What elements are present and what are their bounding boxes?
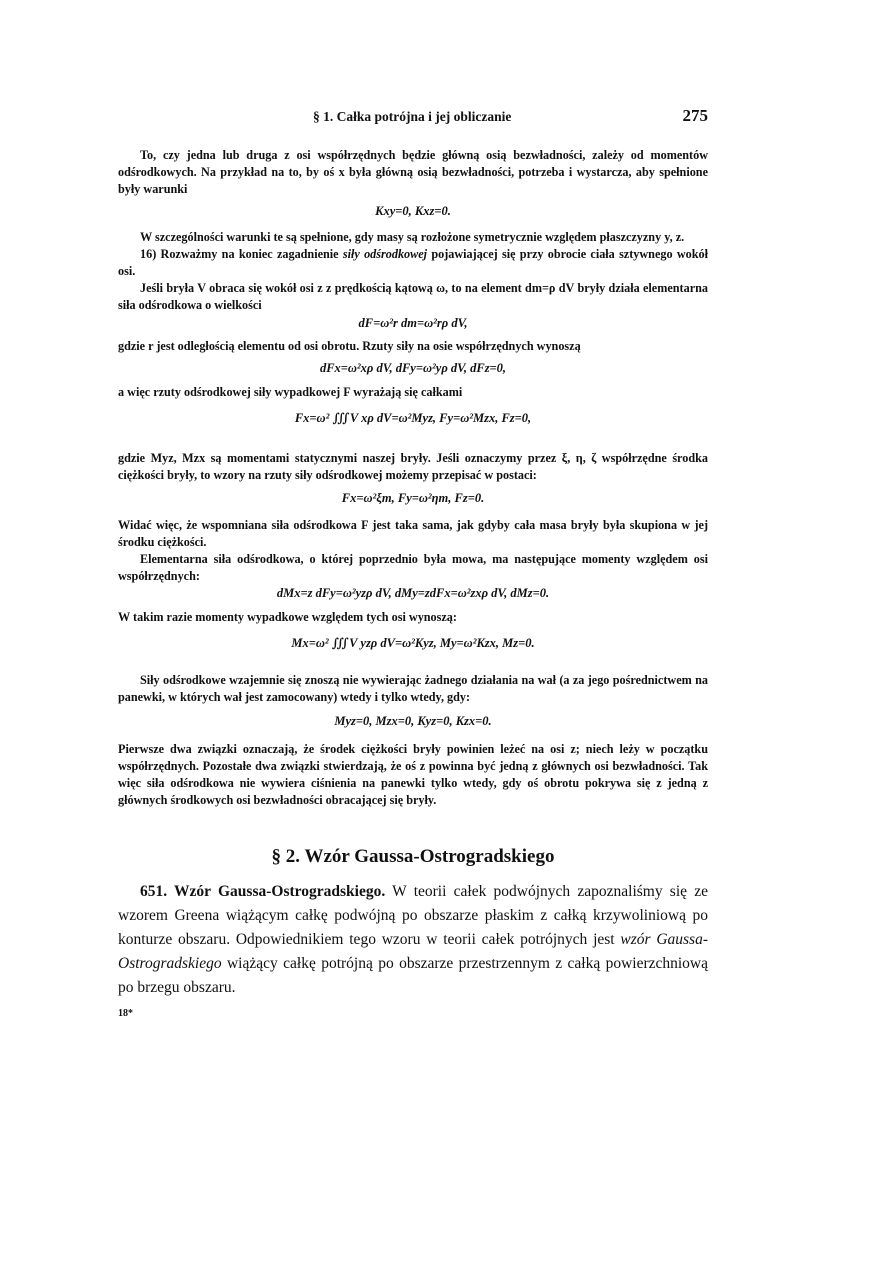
formula-5: Fx=ω²ξm, Fy=ω²ηm, Fz=0. [341, 491, 485, 505]
paragraph-13-a: W teorii całek podwójnych zapoznaliśmy się ze wzorem Greena wiążącym całkę podwójną po obszarze płaskim z całką krzywoliniową po konturze obszaru. Odpowiednikiem tego wzoru w teorii całek potrójnych jest [118, 883, 708, 948]
paragraph-6: a więc rzuty odśrodkowej siły wypadkowej F wyrażają się całkami [118, 385, 463, 399]
paragraph-4: Jeśli bryła V obraca się wokół osi z z prędkością kątową ω, to na element dm=ρ dV bryły działa elementarna siła odśrodkowa o wielkości [118, 281, 708, 312]
sheet-signature: 18* [118, 1008, 133, 1019]
paragraph-13-em: wzór Gaussa-Ostrogradskiego [118, 931, 708, 972]
paragraph-9: Elementarna siła odśrodkowa, o której poprzednio była mowa, ma następujące momenty względem osi współrzędnych: [118, 552, 708, 583]
paragraph-3-em: siły odśrodkowej [342, 247, 428, 261]
formula-2: dF=ω²r dm=ω²rρ dV, [358, 316, 468, 330]
paragraph-13-b: wiążący całkę potrójną po obszarze przestrzennym z całką powierzchniową po brzegu obszaru. [118, 955, 708, 996]
paragraph-13-lead: 651. Wzór Gaussa-Ostrogradskiego. [140, 883, 386, 900]
paragraph-3-b: pojawiającej się przy obrocie ciała sztywnego wokół osi. [118, 247, 708, 278]
paragraph-8: Widać więc, że wspomniana siła odśrodkowa F jest taka sama, jak gdyby cała masa bryły była skupiona w jej środku ciężkości. [118, 518, 708, 549]
paragraph-7: gdzie Myz, Mzx są momentami statycznymi naszej bryły. Jeśli oznaczymy przez ξ, η, ζ współrzędne środka ciężkości bryły, to wzory na rzuty siły odśrodkowej możemy przepisać w postaci: [118, 451, 708, 482]
formula-6: dMx=z dFy=ω²yzρ dV, dMy=zdFx=ω²zxρ dV, dMz=0. [276, 586, 550, 600]
formula-7: Mx=ω² ∭V yzρ dV=ω²Kyz, My=ω²Kzx, Mz=0. [291, 636, 535, 650]
paragraph-5: gdzie r jest odległością elementu od osi obrotu. Rzuty siły na osie współrzędnych wynoszą [118, 339, 581, 353]
formula-8: Myz=0, Mzx=0, Kyz=0, Kzx=0. [334, 714, 492, 728]
formula-3: dFx=ω²xρ dV, dFy=ω²yρ dV, dFz=0, [319, 361, 507, 375]
formula-1: Kxy=0, Kxz=0. [375, 204, 451, 218]
section-title: § 2. Wzór Gaussa-Ostrogradskiego [271, 846, 555, 867]
page-header [118, 106, 710, 130]
paragraph-12: Pierwsze dwa związki oznaczają, że środek ciężkości bryły powinien leżeć na osi z; niech leży w początku współrzędnych. Pozostałe dwa związki stwierdzają, że oś z powinna być jedną z głównych osi bezwładności. Tak więc siła odśrodkowa nie wywiera ciśnienia na panewki tylko wtedy, gdy oś obrotu pokrywa się z jedną z głównych środkowych osi bezwładności obracającej się bryły. [118, 742, 708, 807]
paragraph-2: W szczególności warunki te są spełnione, gdy masy są rozłożone symetrycznie względem płaszczyzny y, z. [140, 230, 685, 244]
paragraph-3-a: 16) Rozważmy na koniec zagadnienie [140, 247, 343, 261]
header-title: § 1. Całka potrójna i jej obliczanie [313, 109, 512, 124]
formula-4: Fx=ω² ∭V xρ dV=ω²Myz, Fy=ω²Mzx, Fz=0, [294, 411, 532, 425]
paragraph-11: Siły odśrodkowe wzajemnie się znoszą nie wywierając żadnego działania na wał (a za jego pośrednictwem na panewki, w których wał jest zamocowany) wtedy i tylko wtedy, gdy: [118, 673, 708, 704]
paragraph-13 [118, 880, 708, 1000]
page-number: 275 [682, 106, 708, 125]
paragraph-1: To, czy jedna lub druga z osi współrzędnych będzie główną osią bezwładności, zależy od momentów odśrodkowych. Na przykład na to, by oś x była główną osią bezwładności, potrzeba i wystarcza, aby spełnione były warunki [118, 148, 708, 196]
paragraph-10: W takim razie momenty wypadkowe względem tych osi wynoszą: [118, 610, 457, 624]
paragraph-3 [118, 246, 708, 280]
